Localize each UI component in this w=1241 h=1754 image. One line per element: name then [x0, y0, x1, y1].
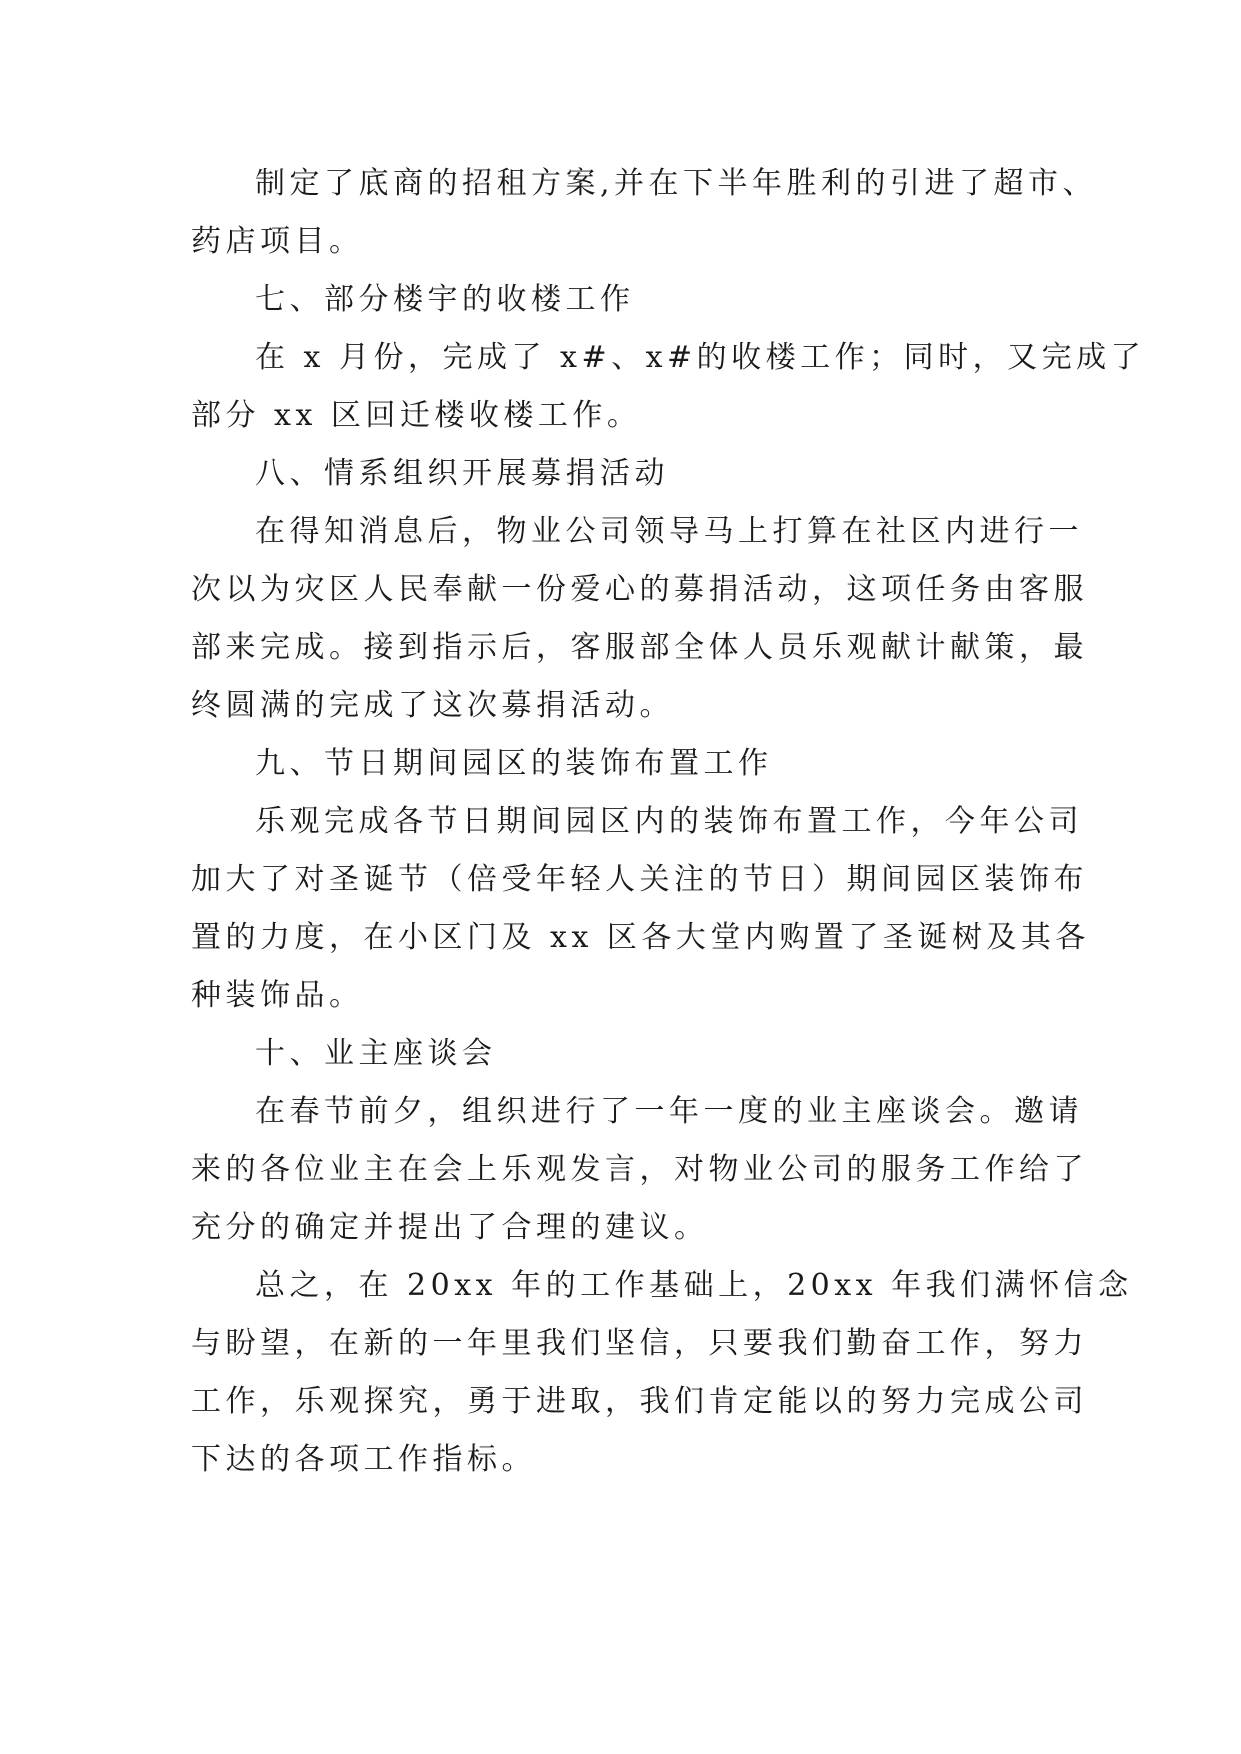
text-line: 下达的各项工作指标。: [191, 1442, 536, 1477]
text-line: 在得知消息后，物业公司领导马上打算在社区内进行一: [255, 514, 1083, 549]
text-line: 乐观完成各节日期间园区内的装饰布置工作，今年公司: [255, 804, 1083, 839]
text-line: 在春节前夕，组织进行了一年一度的业主座谈会。邀请: [255, 1094, 1083, 1129]
text-line: 药店项目。: [191, 224, 364, 259]
section-heading-7: 七、部分楼宇的收楼工作: [255, 282, 635, 317]
paragraph-decoration: [191, 793, 1090, 1025]
section-heading-8: 八、情系组织开展募捐活动: [255, 456, 669, 491]
paragraph-leasing: [191, 155, 1098, 271]
text-line: 部来完成。接到指示后，客服部全体人员乐观献计献策，最: [191, 630, 1088, 665]
section-heading-9: 九、节日期间园区的装饰布置工作: [255, 746, 773, 781]
text-line: 在 x 月份，完成了 x#、x#的收楼工作；同时，又完成了: [255, 340, 1146, 375]
section-heading-10: 十、业主座谈会: [255, 1036, 497, 1071]
paragraph-handover: [191, 329, 1146, 445]
text-line: 部分 xx 区回迁楼收楼工作。: [191, 398, 642, 433]
text-line: 加大了对圣诞节（倍受年轻人关注的节日）期间园区装饰布: [191, 862, 1088, 897]
paragraph-donation: [191, 503, 1088, 735]
text-line: 总之，在 20xx 年的工作基础上，20xx 年我们满怀信念: [255, 1268, 1133, 1303]
paragraph-owners-meeting: [191, 1083, 1088, 1257]
text-line: 次以为灾区人民奉献一份爱心的募捐活动，这项任务由客服: [191, 572, 1088, 607]
text-line: 充分的确定并提出了合理的建议。: [191, 1210, 709, 1245]
text-line: 置的力度，在小区门及 xx 区各大堂内购置了圣诞树及其各: [191, 920, 1090, 955]
paragraph-conclusion: [191, 1257, 1133, 1489]
text-line: 制定了底商的招租方案,并在下半年胜利的引进了超市、: [255, 166, 1098, 201]
document-body: [191, 155, 1146, 1489]
text-line: 种装饰品。: [191, 978, 364, 1013]
text-line: 来的各位业主在会上乐观发言，对物业公司的服务工作给了: [191, 1152, 1088, 1187]
text-line: 终圆满的完成了这次募捐活动。: [191, 688, 674, 723]
text-line: 与盼望，在新的一年里我们坚信，只要我们勤奋工作，努力: [191, 1326, 1088, 1361]
text-line: 工作，乐观探究，勇于进取，我们肯定能以的努力完成公司: [191, 1384, 1088, 1419]
